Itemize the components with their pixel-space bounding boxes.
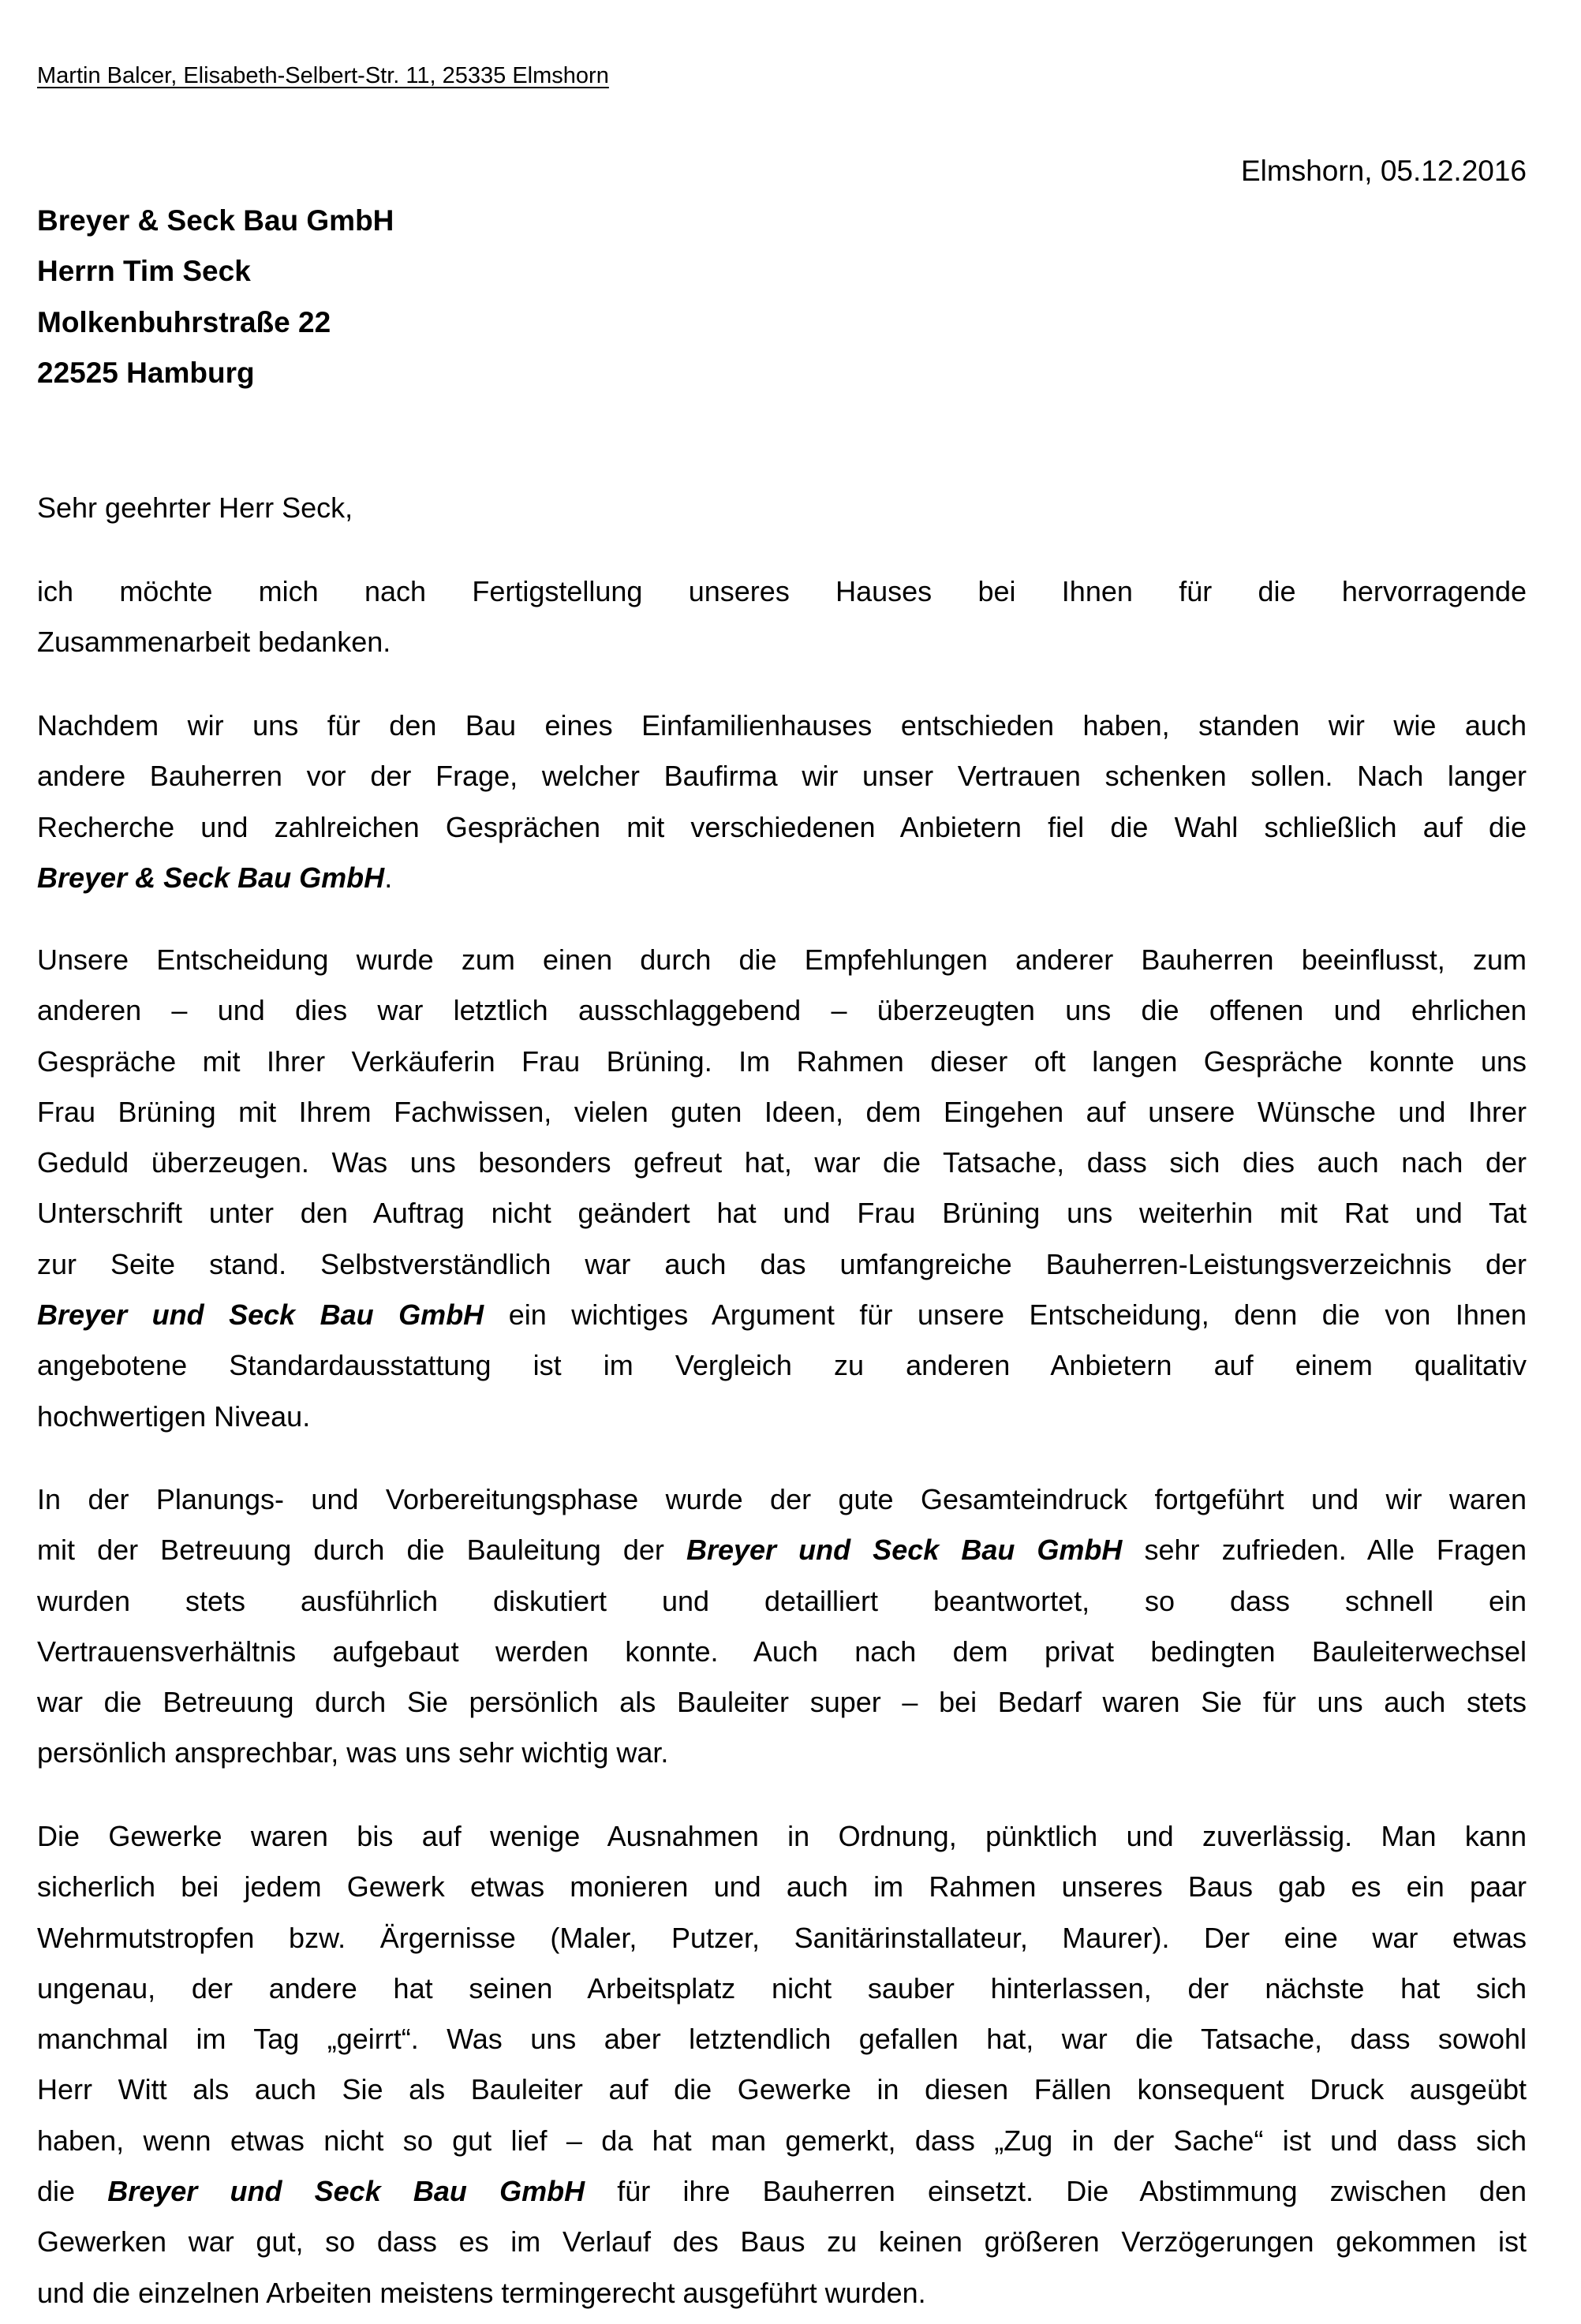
text-line: Zusammenarbeit bedanken. xyxy=(37,626,391,659)
salutation: Sehr geehrter Herr Seck, xyxy=(37,491,353,524)
text-line: sicherlich bei jedem Gewerk etwas monieren und auch im Rahmen unseres Baus gab es ein paar xyxy=(37,1870,1527,1904)
sender-address-line: Martin Balcer, Elisabeth-Selbert-Str. 11, 25335 Elmshorn xyxy=(37,63,609,88)
text-line: Breyer und Seck Bau GmbH ein wichtiges Argument für unsere Entscheidung, denn die von Ihnen xyxy=(37,1298,1527,1332)
text-line: Herr Witt als auch Sie als Bauleiter auf die Gewerke in diesen Fällen konsequent Druck ausgeübt xyxy=(37,2073,1527,2106)
text-line: haben, wenn etwas nicht so gut lief – da hat man gemerkt, dass „Zug in der Sache“ ist und dass sich xyxy=(37,2124,1527,2157)
text-line: Frau Brüning mit Ihrem Fachwissen, vielen guten Ideen, dem Eingehen auf unsere Wünsche und Ihrer xyxy=(37,1095,1527,1128)
text-line: Recherche und zahlreichen Gesprächen mit verschiedenen Anbietern fiel die Wahl schließlich auf die xyxy=(37,810,1527,843)
text-line: angebotene Standardausstattung ist im Vergleich zu anderen Anbietern auf einem qualitativ xyxy=(37,1349,1527,1382)
body-paragraph-2 xyxy=(37,701,1527,903)
body-paragraph-4 xyxy=(37,1474,1527,1779)
text-line: persönlich ansprechbar, was uns sehr wichtig war. xyxy=(37,1736,669,1769)
body-paragraph-3 xyxy=(37,935,1527,1442)
text-line: und die einzelnen Arbeiten meistens termingerecht ausgeführt wurden. xyxy=(37,2276,926,2309)
text-line: Unsere Entscheidung wurde zum einen durch die Empfehlungen anderer Bauherren beeinflusst, zum xyxy=(37,943,1527,976)
text-line: Geduld überzeugen. Was uns besonders gefreut hat, war die Tatsache, dass sich dies auch nach der xyxy=(37,1146,1527,1179)
text-line: zur Seite stand. Selbstverständlich war auch das umfangreiche Bauherren-Leistungsverzeichnis der xyxy=(37,1247,1527,1280)
text-line: In der Planungs- und Vorbereitungsphase wurde der gute Gesamteindruck fortgeführt und wir waren xyxy=(37,1483,1527,1515)
text-line: Vertrauensverhältnis aufgebaut werden konnte. Auch nach dem privat bedingten Bauleiterwechsel xyxy=(37,1635,1527,1668)
text-line: Gespräche mit Ihrer Verkäuferin Frau Brüning. Im Rahmen dieser oft langen Gespräche konnte uns xyxy=(37,1044,1527,1078)
text-line: Breyer & Seck Bau GmbH. xyxy=(37,861,393,894)
date-line: Elmshorn, 05.12.2016 xyxy=(1240,155,1527,187)
text-line: Wehrmutstropfen bzw. Ärgernisse (Maler, Putzer, Sanitärinstallateur, Maurer). Der eine war etwas xyxy=(37,1921,1527,1954)
text-line: hochwertigen Niveau. xyxy=(37,1399,311,1433)
recipient-company: Breyer & Seck Bau GmbH xyxy=(37,204,394,237)
body-paragraph-1 xyxy=(37,566,1527,668)
text-line: andere Bauherren vor der Frage, welcher Baufirma wir unser Vertrauen schenken sollen. Nach langer xyxy=(37,760,1527,793)
company-name-emphasis: Breyer und Seck Bau GmbH xyxy=(37,1298,484,1332)
text-line: anderen – und dies war letztlich ausschlaggebend – überzeugten uns die offenen und ehrlichen xyxy=(37,994,1527,1027)
recipient-city: 22525 Hamburg xyxy=(37,356,255,389)
recipient-person: Herrn Tim Seck xyxy=(37,255,251,288)
text-line: ich möchte mich nach Fertigstellung unseres Hauses bei Ihnen für die hervorragende xyxy=(37,575,1527,607)
text-line: Nachdem wir uns für den Bau eines Einfamilienhauses entschieden haben, standen wir wie auch xyxy=(37,709,1527,742)
text-line: Gewerken war gut, so dass es im Verlauf des Baus zu keinen größeren Verzögerungen gekommen ist xyxy=(37,2225,1527,2259)
text-line: die Breyer und Seck Bau GmbH für ihre Bauherren einsetzt. Die Abstimmung zwischen den xyxy=(37,2175,1527,2208)
recipient-street: Molkenbuhrstraße 22 xyxy=(37,305,331,338)
text-line: Unterschrift unter den Auftrag nicht geändert hat und Frau Brüning uns weiterhin mit Rat und Tat xyxy=(37,1197,1527,1230)
company-name-emphasis: Breyer und Seck Bau GmbH xyxy=(686,1534,1123,1567)
recipient-address-block xyxy=(37,196,394,398)
company-name-emphasis: Breyer und Seck Bau GmbH xyxy=(107,2175,585,2208)
text-line: war die Betreuung durch Sie persönlich als Bauleiter super – bei Bedarf waren Sie für uns auch stets xyxy=(37,1686,1527,1719)
text-line: mit der Betreuung durch die Bauleitung der Breyer und Seck Bau GmbH sehr zufrieden. Alle Fragen xyxy=(37,1534,1527,1567)
text-line: wurden stets ausführlich diskutiert und detailliert beantwortet, so dass schnell ein xyxy=(37,1584,1527,1617)
body-paragraph-5 xyxy=(37,1811,1527,2318)
text-line: manchmal im Tag „geirrt“. Was uns aber letztendlich gefallen hat, war die Tatsache, dass sowohl xyxy=(37,2023,1527,2056)
company-name-emphasis: Breyer & Seck Bau GmbH xyxy=(37,861,385,894)
text-line: ungenau, der andere hat seinen Arbeitsplatz nicht sauber hinterlassen, der nächste hat sich xyxy=(37,1971,1527,2005)
text-line: Die Gewerke waren bis auf wenige Ausnahmen in Ordnung, pünktlich und zuverlässig. Man kann xyxy=(37,1820,1527,1852)
